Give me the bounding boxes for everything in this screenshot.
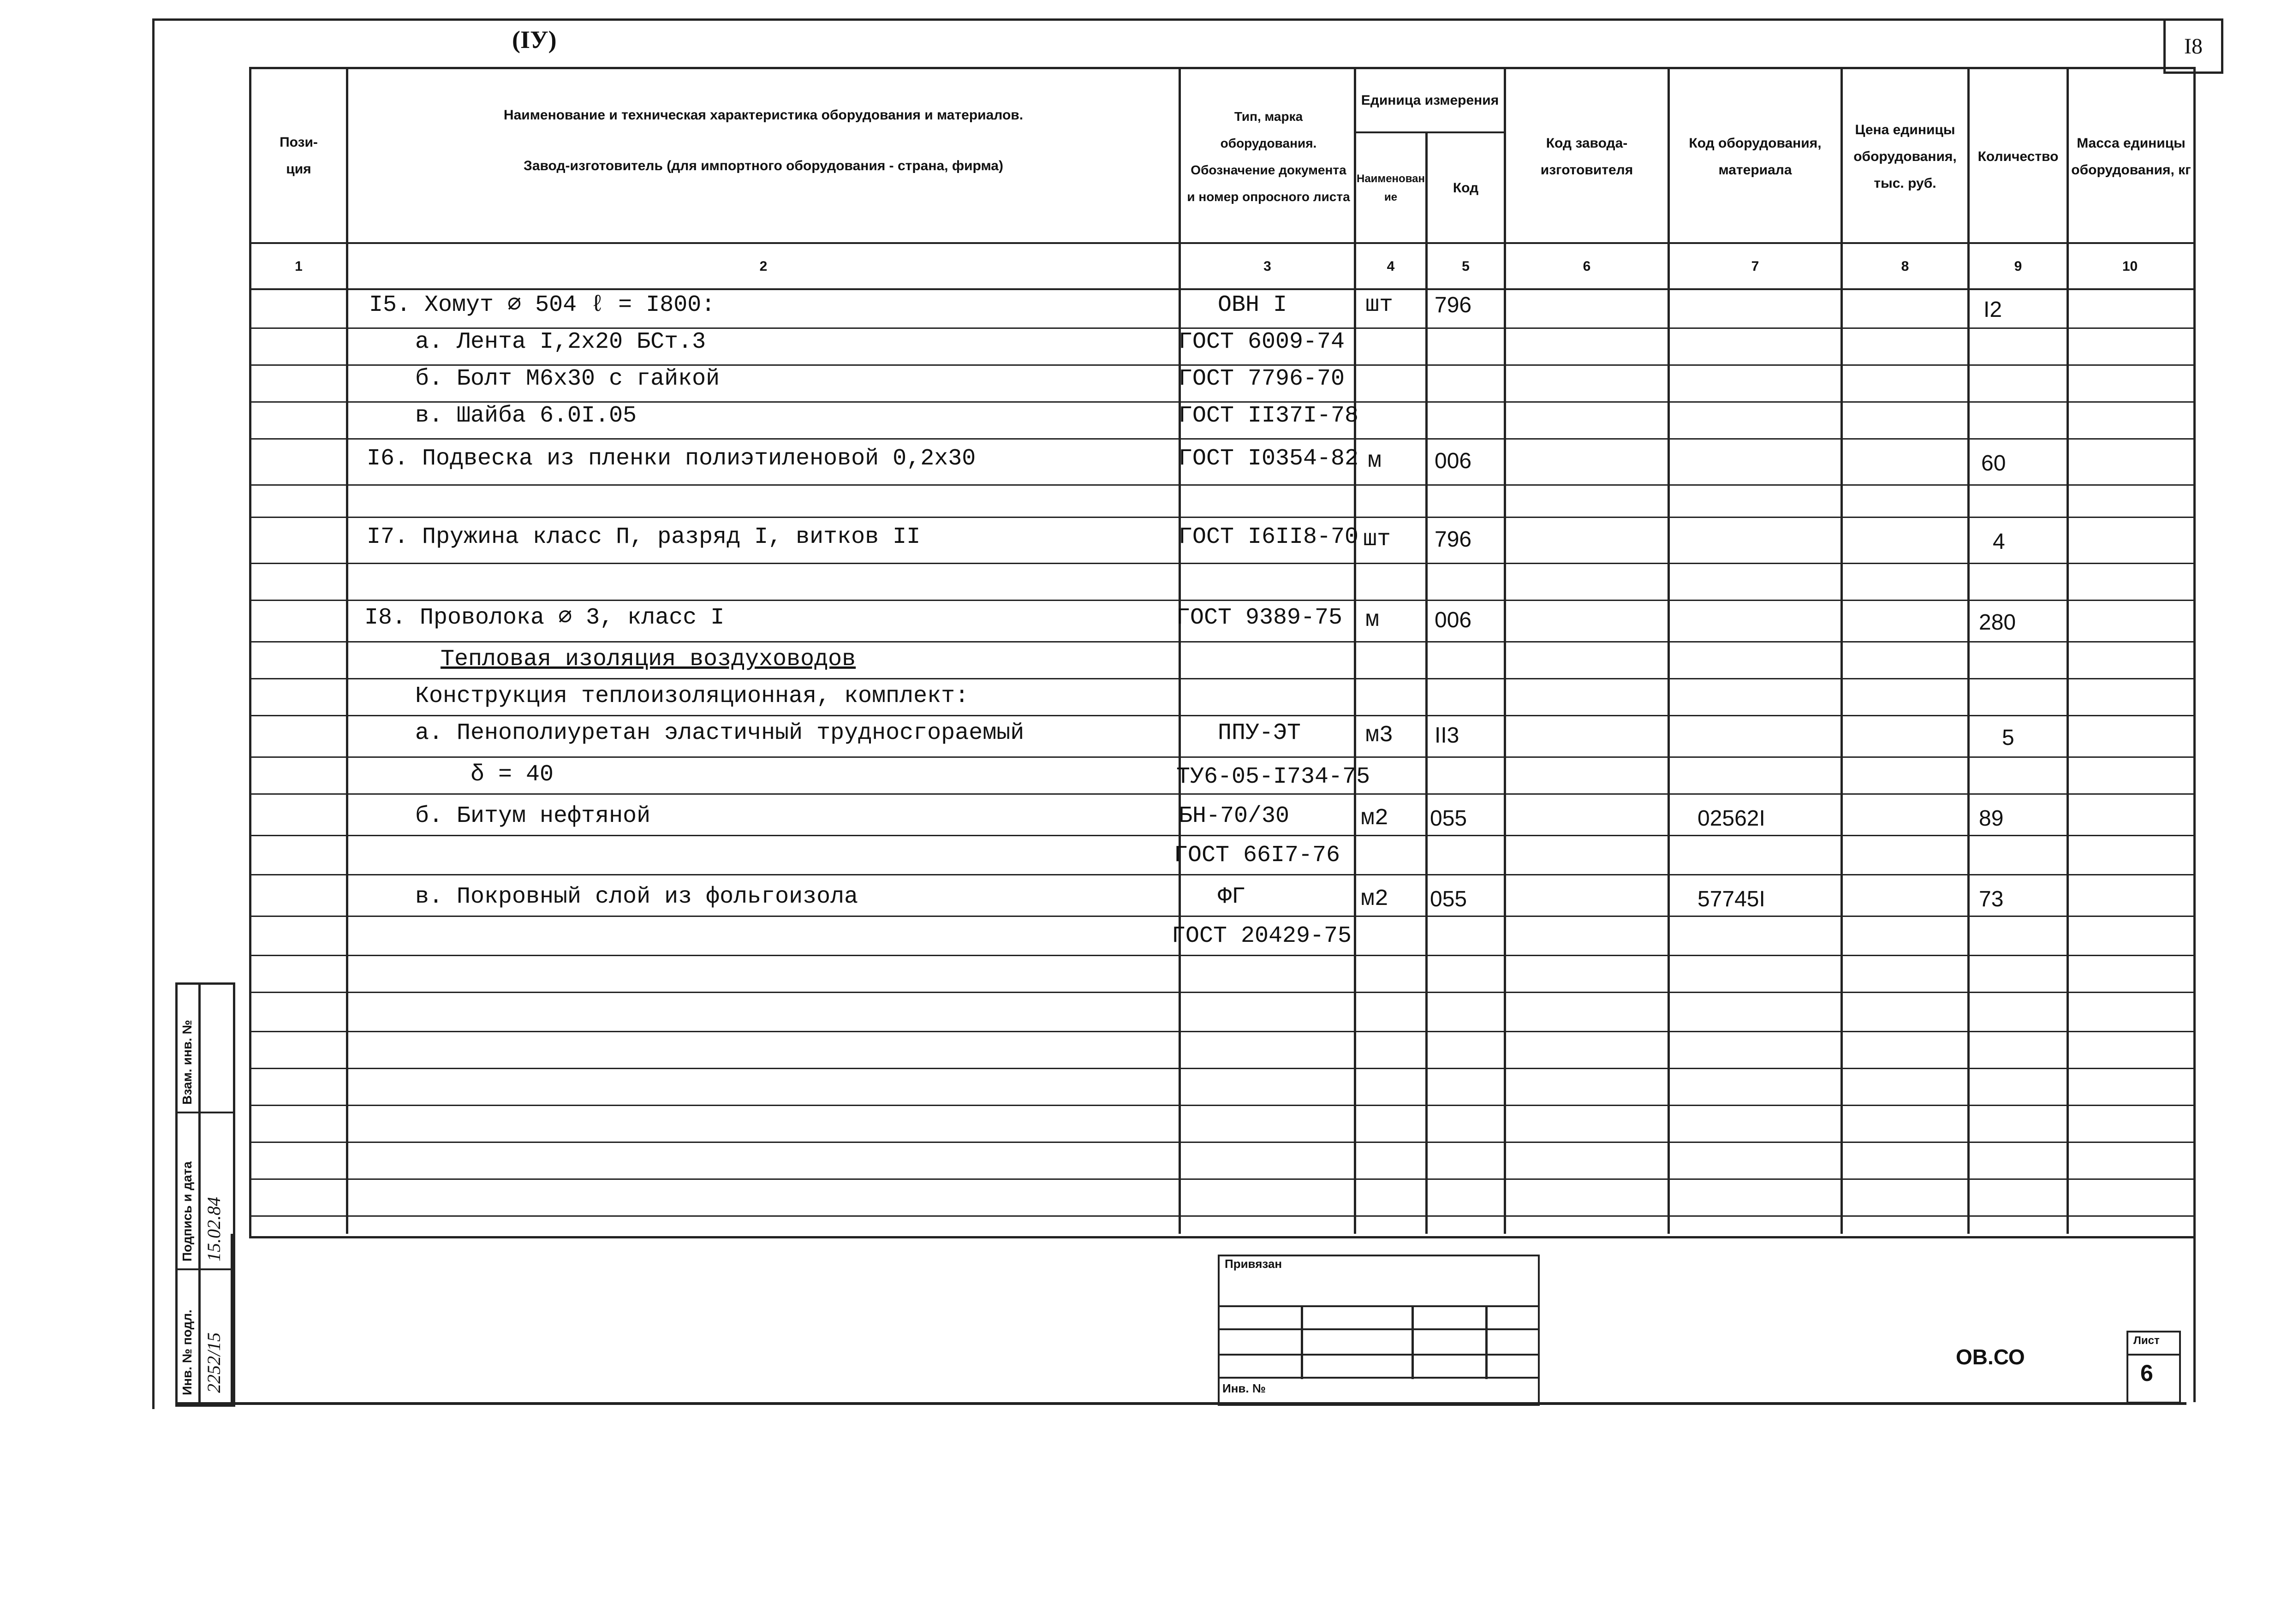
- row-qty: I2: [1983, 297, 2002, 322]
- tied-stamp-line-2: [1218, 1328, 1538, 1330]
- row-separator: [249, 835, 2193, 836]
- header-position: Пози- ция: [280, 134, 318, 177]
- frame-bottom-line: [175, 1402, 2186, 1405]
- row-qty: 89: [1979, 806, 2004, 831]
- row-type: ППУ-ЭТ: [1218, 720, 1301, 746]
- header-unit-code: Код: [1453, 180, 1479, 196]
- row-qty: 73: [1979, 887, 2004, 911]
- col-line-5: [1504, 67, 1506, 1234]
- colnum-3: 3: [1263, 258, 1271, 274]
- tied-label: Привязан: [1225, 1257, 1282, 1271]
- row-name: а. Лента I,2x20 БСт.3: [415, 329, 706, 355]
- header-price: Цена единицы оборудования, тыс. руб.: [1853, 122, 1957, 191]
- row-type: ГОСТ II37I-78: [1179, 403, 1359, 429]
- header-quantity: Количество: [1977, 149, 2059, 164]
- col-line-7: [1840, 67, 1843, 1234]
- row-unit-code: 055: [1430, 887, 1467, 911]
- tied-stamp-col-3: [1485, 1305, 1488, 1379]
- side-stamp-line-2: [175, 1268, 233, 1270]
- row-separator: [249, 484, 2193, 486]
- tied-stamp-line-4: [1218, 1377, 1538, 1379]
- row-name: δ = 40: [471, 761, 554, 788]
- row-separator: [249, 641, 2193, 642]
- sign-date-label: Подпись и дата: [180, 1161, 194, 1261]
- row-separator: [249, 793, 2193, 795]
- row-unit: м2: [1361, 805, 1389, 832]
- row-unit-code: 796: [1435, 527, 1472, 552]
- row-qty: 5: [2002, 726, 2014, 750]
- row-separator: [249, 715, 2193, 716]
- document-code: ОВ.СО: [1956, 1345, 2025, 1369]
- col-line-8: [1967, 67, 1970, 1234]
- inv-orig-value: 2252/15: [203, 1332, 224, 1393]
- header-mass: Масса единицы оборудования, кг: [2071, 136, 2191, 178]
- row-separator: [249, 563, 2193, 564]
- row-type: ГОСТ 9389-75: [1176, 605, 1343, 631]
- row-name: а. Пенополиуретан эластичный трудносгораемый: [415, 720, 1024, 746]
- title-block: [231, 1234, 2196, 1402]
- row-type: ГОСТ 7796-70: [1179, 366, 1345, 392]
- sheet-number: 6: [2140, 1360, 2153, 1386]
- row-separator: [249, 1215, 2193, 1217]
- side-stamp-line-1: [175, 1112, 233, 1113]
- colnum-10: 10: [2122, 258, 2138, 274]
- sheet-label: Лист: [2133, 1334, 2160, 1347]
- row-name: Конструкция теплоизоляционная, комплект:: [415, 683, 969, 709]
- row-separator: [249, 1031, 2193, 1032]
- col-line-3: [1354, 67, 1356, 1234]
- tied-stamp-col-1: [1301, 1305, 1303, 1379]
- colnum-6: 6: [1583, 258, 1591, 274]
- row-material-code: 02562I: [1697, 806, 1765, 831]
- col-line-2: [1179, 67, 1181, 1234]
- inv-label: Инв. №: [1222, 1381, 1266, 1395]
- row-separator: [249, 992, 2193, 993]
- row-name: в. Шайба 6.0I.05: [415, 403, 637, 429]
- row-type: ФГ: [1218, 884, 1246, 910]
- row-separator: [249, 874, 2193, 875]
- row-separator: [249, 1142, 2193, 1143]
- colnum-5: 5: [1462, 258, 1470, 274]
- tied-stamp: [1218, 1255, 1540, 1406]
- unit-group-line: [1354, 131, 1504, 133]
- row-unit: м: [1368, 448, 1382, 474]
- row-unit-code: 006: [1435, 449, 1472, 473]
- row-separator: [249, 1068, 2193, 1069]
- row-separator: [249, 916, 2193, 917]
- row-name: I8. Проволока ∅ 3, класс I: [364, 605, 725, 631]
- inv-orig-label: Инв. № подл.: [180, 1309, 194, 1395]
- row-type: ГОСТ I6II8-70: [1179, 524, 1359, 550]
- row-qty: 4: [1993, 529, 2005, 554]
- row-type: ГОСТ 66I7-76: [1174, 842, 1340, 869]
- row-separator: [249, 955, 2193, 956]
- sheet-section-label: (IУ): [512, 26, 557, 54]
- row-name: I6. Подвеска из пленки полиэтиленовой 0,2x30: [367, 446, 976, 472]
- sheet-corner-number: I8: [2163, 18, 2223, 74]
- colnum-1: 1: [295, 258, 303, 274]
- tied-stamp-line-3: [1218, 1354, 1538, 1356]
- row-unit-code: 796: [1435, 293, 1472, 317]
- header-unit-group: Единица измерения: [1361, 92, 1499, 108]
- row-type: ГОСТ 20429-75: [1172, 923, 1352, 949]
- colnum-2: 2: [759, 258, 768, 274]
- row-name: I7. Пружина класс П, разряд I, витков II: [367, 524, 921, 550]
- header-type: Тип, марка оборудования. Обозначение документа и номер опросного листа: [1187, 109, 1350, 204]
- header-unit-name: Наименование: [1357, 172, 1425, 203]
- header-name-line1: Наименование и техническая характеристика оборудования и материалов.: [503, 107, 1024, 123]
- row-name: в. Покровный слой из фольгоизола: [415, 884, 858, 910]
- row-type: ТУ6-05-I734-75: [1176, 764, 1370, 790]
- colnum-8: 8: [1901, 258, 1909, 274]
- header-name-line2: Завод-изготовитель (для импортного оборудования - страна, фирма): [524, 158, 1003, 173]
- row-unit: шт: [1365, 292, 1394, 318]
- row-unit: м3: [1365, 722, 1394, 749]
- row-separator: [249, 756, 2193, 758]
- row-separator: [249, 517, 2193, 518]
- row-separator: [249, 438, 2193, 440]
- header-factory-code: Код завода-изготовителя: [1540, 136, 1633, 178]
- col-line-1: [346, 67, 348, 1234]
- row-material-code: 57745I: [1697, 887, 1765, 911]
- section-heading: Тепловая изоляция воздуховодов: [441, 646, 856, 672]
- row-qty: 60: [1981, 451, 2006, 476]
- row-unit: м: [1365, 607, 1380, 633]
- row-name: I5. Хомут ∅ 504 ℓ = I800:: [369, 292, 715, 318]
- row-qty: 280: [1979, 610, 2016, 635]
- colnum-9: 9: [2014, 258, 2022, 274]
- row-separator: [249, 678, 2193, 679]
- replace-inv-label: Взам. инв. №: [180, 1020, 194, 1105]
- row-name: б. Битум нефтяной: [415, 803, 651, 829]
- row-type: БН-70/30: [1179, 803, 1290, 829]
- colnum-4: 4: [1387, 258, 1395, 274]
- row-unit: шт: [1363, 526, 1391, 553]
- row-separator: [249, 600, 2193, 601]
- colnum-bottom-line: [249, 288, 2193, 290]
- header-bottom-line: [249, 242, 2193, 244]
- sheet-box-line: [2126, 1354, 2179, 1356]
- sign-value: 15.02.84: [203, 1197, 224, 1261]
- col-line-6: [1668, 67, 1670, 1234]
- tied-stamp-col-2: [1412, 1305, 1414, 1379]
- row-unit-code: 006: [1435, 608, 1472, 632]
- colnum-7: 7: [1751, 258, 1759, 274]
- row-unit-code: II3: [1435, 723, 1459, 748]
- row-separator: [249, 1178, 2193, 1180]
- col-line-9: [2067, 67, 2069, 1234]
- row-type: ГОСТ 6009-74: [1179, 329, 1345, 355]
- row-type: ГОСТ I0354-82: [1179, 446, 1359, 472]
- row-name: б. Болт М6x30 с гайкой: [415, 366, 720, 392]
- row-unit: м2: [1361, 886, 1389, 912]
- tied-stamp-line-1: [1218, 1305, 1538, 1307]
- row-unit-code: 055: [1430, 806, 1467, 831]
- side-stamp-divider: [198, 982, 201, 1402]
- header-material-code: Код оборудования, материала: [1689, 136, 1822, 178]
- row-type: ОВН I: [1218, 292, 1287, 318]
- row-separator: [249, 1105, 2193, 1106]
